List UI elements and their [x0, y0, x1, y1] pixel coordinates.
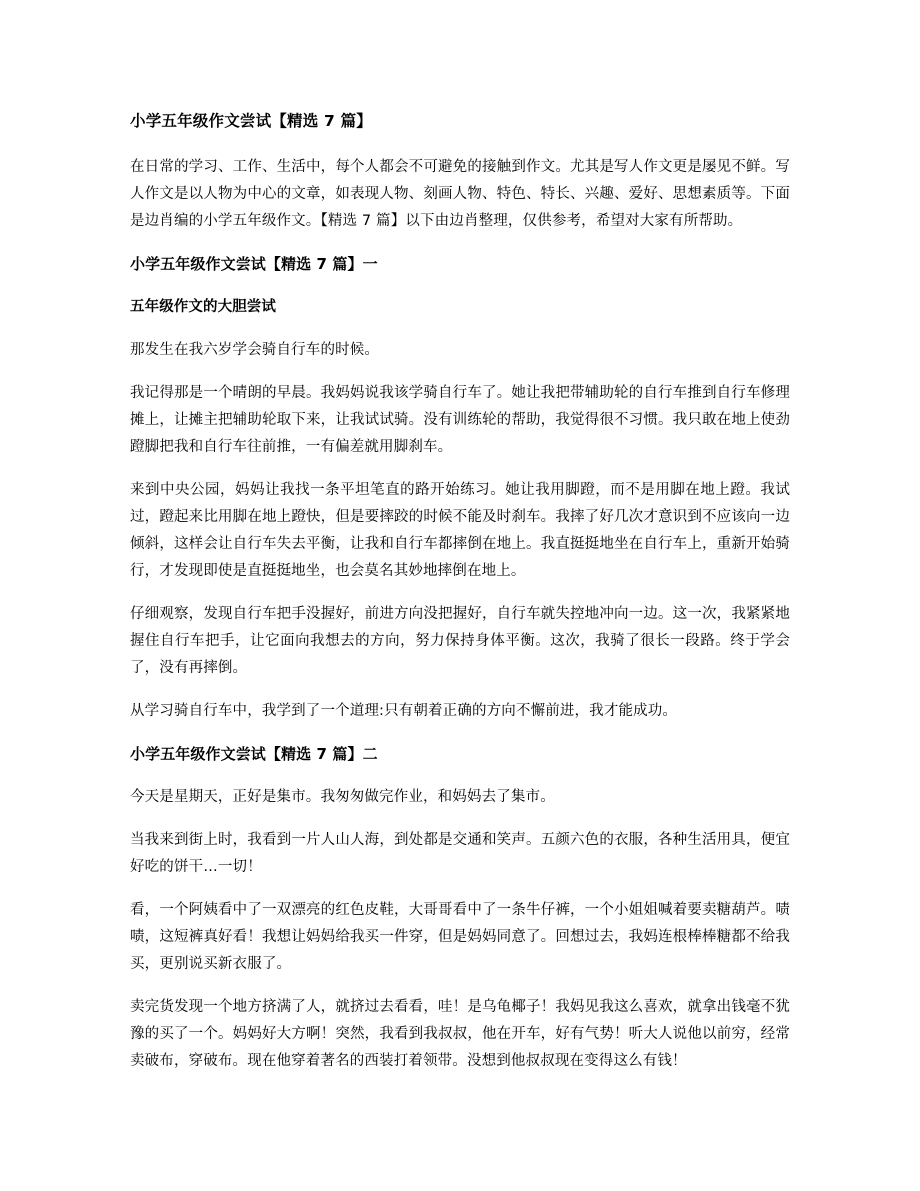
intro-paragraph: 在日常的学习、工作、生活中，每个人都会不可避免的接触到作文。尤其是写人作文更是屡见不鲜。写人作文是以人物为中心的文章，如表现人物、刻画人物、特色、特长、兴趣、爱好、思想素质等。下面是边肖编的小学五年级作文。【精选 7 篇】以下由边肖整理，仅供参考，希望对大家有所帮助。 [130, 159, 790, 229]
section-1-paragraph-3: 来到中央公园，妈妈让我找一条平坦笔直的路开始练习。她让我用脚蹬，而不是用脚在地上蹬。我试过，蹬起来比用脚在地上蹬快，但是要摔跤的时候不能及时刹车。我摔了好几次才意识到不应该向一边倾斜，这样会让自行车失去平衡，让我和自行车都摔倒在地上。我直挺挺地坐在自行车上，重新开始骑行，才发现即使是直挺挺地坐，也会莫名其妙地摔倒在地上。 [130, 482, 790, 579]
section-heading-1: 小学五年级作文尝试【精选 7 篇】一 [130, 255, 378, 273]
section-2-paragraph-4: 卖完货发现一个地方挤满了人，就挤过去看看，哇！是乌龟椰子！我妈见我这么喜欢，就拿出钱毫不犹豫的买了一个。妈妈好大方啊！突然，我看到我叔叔，他在开车，好有气势！听大人说他以前穷，经常卖破布，穿破布。现在他穿着著名的西装打着领带。没想到他叔叔现在变得这么有钱！ [130, 999, 790, 1069]
section-2-paragraph-1: 今天是星期天，正好是集市。我匆匆做完作业，和妈妈去了集市。 [130, 789, 555, 805]
section-2-paragraph-3: 看，一个阿姨看中了一双漂亮的红色皮鞋，大哥哥看中了一条牛仔裤，一个小姐姐喊着要卖糖葫芦。啧啧，这短裤真好看！我想让妈妈给我买一件穿，但是妈妈同意了。回想过去，我妈连根棒棒糖都不给我买，更别说买新衣服了。 [130, 902, 790, 972]
section-1-paragraph-1: 那发生在我六岁学会骑自行车的时候。 [130, 342, 380, 358]
section-2-paragraph-2: 当我来到街上时，我看到一片人山人海，到处都是交通和笑声。五颜六色的衣服，各种生活用具，便宜好吃的饼干…一切！ [130, 832, 790, 875]
page-title: 小学五年级作文尝试【精选 7 篇】 [130, 112, 372, 130]
document-body [130, 108, 790, 1075]
section-1-paragraph-5: 从学习骑自行车中，我学到了一个道理:只有朝着正确的方向不懈前进，我才能成功。 [130, 703, 678, 719]
section-1-paragraph-2: 我记得那是一个晴朗的早晨。我妈妈说我该学骑自行车了。她让我把带辅助轮的自行车推到自行车修理摊上，让摊主把辅助轮取下来，让我试试骑。没有训练轮的帮助，我觉得很不习惯。我只敢在地上使劲蹬脚把我和自行车往前推，一有偏差就用脚刹车。 [130, 385, 790, 455]
section-1-paragraph-4: 仔细观察，发现自行车把手没握好，前进方向没把握好，自行车就失控地冲向一边。这一次，我紧紧地握住自行车把手，让它面向我想去的方向，努力保持身体平衡。这次，我骑了很长一段路。终于学会了，没有再摔倒。 [130, 606, 790, 676]
section-subheading-1: 五年级作文的大胆尝试 [130, 299, 276, 315]
section-heading-2: 小学五年级作文尝试【精选 7 篇】二 [130, 745, 378, 763]
